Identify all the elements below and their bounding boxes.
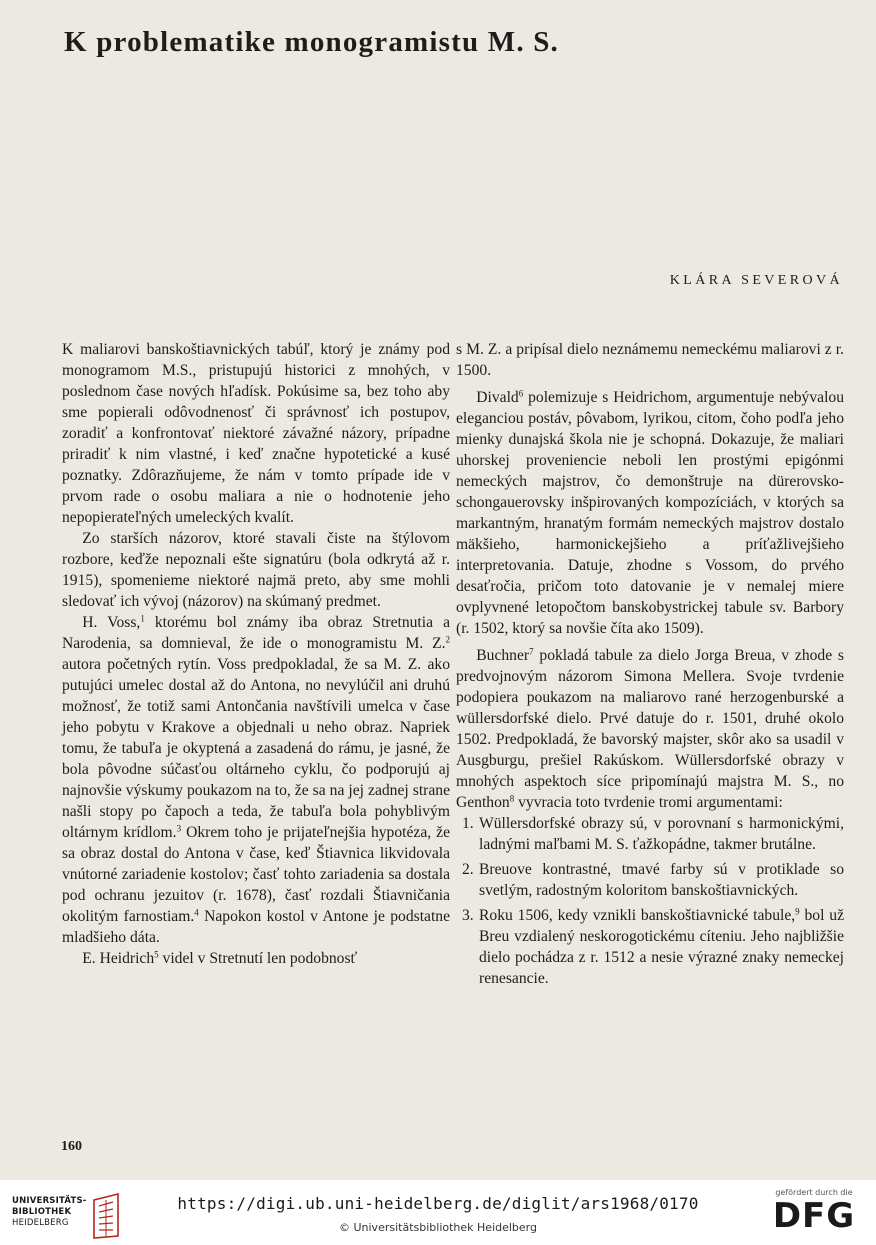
footnote-ref[interactable]: 2 bbox=[445, 634, 450, 645]
argument-list bbox=[456, 813, 844, 989]
paragraph-text: s M. Z. a pripísal dielo neznámemu nemeckému maliarovi z r. 1500. bbox=[456, 341, 844, 379]
list-text: Roku 1506, kedy vznikli banskoštiavnické tabule, bbox=[479, 907, 796, 924]
paragraph-text: H. Voss, bbox=[82, 614, 141, 631]
paragraph-text: autora početných rytín. Voss predpokladal, že sa M. Z. ako putujúci umelec dostal až do Antona, no nevylúčil ani druhú možnosť, že totiž sami Antončania navštívili umelca v čase jeho pobytu v Krakove a objednali u neho obraz. Napriek tomu, že tabuľa je okyptená a zasadená do rámu, je jasné, že bola pôvodne súčasťou oltárneho cyklu, čo podporujú aj najnovšie výskumy poukazom na to, že sa na jej zadnej strane našli stopy po čapoch a teda, že tabuľa bola pohyblivým oltárnym krídlom. bbox=[62, 656, 450, 841]
paragraph-text: Zo starších názorov, ktoré stavali čiste na štýlovom rozbore, keďže nepoznali ešte signatúru (bola odkrytá až r. 1915), spomenieme niektoré najmä preto, aby sme mohli sledovať ich vývoj (názorov) na skúmaný predmet. bbox=[62, 530, 450, 610]
paragraph-text: Napokon kostol v Antone je podstatne mladšieho dáta. bbox=[62, 908, 450, 946]
author-name: KLÁRA SEVEROVÁ bbox=[669, 273, 843, 288]
footnote-ref[interactable]: 5 bbox=[154, 949, 159, 960]
list-text: Wüllersdorfské obrazy sú, v porovnaní s harmonickými, ladnými maľbami M. S. ťažkopádne, takmer brutálne. bbox=[479, 815, 844, 853]
paragraph-text: Buchner bbox=[476, 647, 530, 664]
dfg-logo-text: DFG bbox=[772, 1196, 856, 1236]
paragraph bbox=[62, 948, 450, 969]
paragraph bbox=[62, 339, 450, 528]
footnote-ref[interactable]: 3 bbox=[176, 823, 182, 834]
paragraph bbox=[62, 612, 450, 948]
list-text: Breuove kontrastné, tmavé farby sú v protiklade so svetlým, radostným koloritom banskoštiavnických. bbox=[479, 861, 844, 899]
funded-by-label: gefördert durch die bbox=[775, 1188, 853, 1197]
list-number: 2. bbox=[462, 861, 474, 878]
list-item bbox=[456, 905, 844, 989]
footnote-ref[interactable]: 8 bbox=[509, 793, 515, 804]
footnote-ref[interactable]: 1 bbox=[140, 613, 145, 624]
paragraph-text: K maliarovi banskoštiavnických tabúľ, ktorý je známy pod monogramom M.S., pristupujú historici z mnohých, v poslednom čase nových hľadísk. Pokúsime sa, bez toho aby sme popierali odôvodnenosť či správnosť ich postupov, zoradiť a konfrontovať niektoré závažné názory, prípadne priradiť k nim vlastné, i keď značne hypotetické a kusé poznatky. Zdôrazňujeme, že nám v tomto prípade ide v prvom rade o osobu maliara a nie o hodnotenie jeho nepopierateľných umeleckých kvalít. bbox=[62, 341, 450, 526]
footer-bar bbox=[0, 1180, 876, 1245]
article-title: K problematike monogramistu M. S. bbox=[64, 26, 560, 58]
dfg-logo[interactable] bbox=[764, 1188, 864, 1235]
right-column bbox=[456, 339, 844, 989]
paragraph bbox=[456, 339, 844, 381]
library-name-line: BIBLIOTHEK bbox=[12, 1207, 72, 1217]
footnote-ref[interactable]: 4 bbox=[194, 907, 199, 918]
list-item bbox=[456, 859, 844, 901]
list-number: 3. bbox=[462, 907, 474, 924]
paragraph-text: ktorému bol známy iba obraz Stretnutia a Narodenia, sa domnieval, že ide o monogramistu M. Z. bbox=[62, 614, 451, 652]
copyright-notice: © Universitätsbibliothek Heidelberg bbox=[338, 1221, 537, 1234]
list-item bbox=[456, 813, 844, 855]
library-name-line: HEIDELBERG bbox=[12, 1218, 69, 1228]
list-number: 1. bbox=[462, 815, 474, 832]
paragraph bbox=[456, 645, 844, 813]
permalink-url[interactable]: https://digi.ub.uni-heidelberg.de/diglit/ars1968/0170 bbox=[177, 1194, 699, 1213]
paragraph bbox=[456, 387, 844, 639]
list-text: bol už Breu vzdialený neskorogotickému cíteniu. Jeho najbližšie dielo pochádza z r. 1512 a nesie výrazné znaky nemeckej renesancie. bbox=[479, 907, 844, 987]
paragraph-text: pokladá tabule za dielo Jorga Breua, v zhode s predvojnovým názorom Simona Mellera. Svoje tvrdenie podopiera poukazom na maliarovo rané herzogenburské a wüllersdorfské dielo. Prvé datuje do r. 1501, druhé okolo 1502. Predpokladá, že bavorský majster, skôr ako sa usadil v Ausgburgu, prešiel Rakúskom. Wüllersdorfské obrazy v mnohých aspektoch síce pripomínajú majstra M. S., no Genthon bbox=[456, 647, 844, 811]
page-number: 160 bbox=[61, 1139, 82, 1154]
left-column bbox=[62, 339, 450, 969]
paragraph-text: E. Heidrich bbox=[82, 950, 155, 967]
paragraph-text: videl v Stretnutí len podobnosť bbox=[158, 950, 358, 967]
paragraph-text: Okrem toho je prijateľnejšia hypotéza, že sa obraz dostal do Antona v čase, keď Štiavnica likvidovala vnútorné zariadenie kostolov; časť tohto zariadenia sa dostala pod ochranu jezuitov (r. 1678), časť rozdali Štiavničania okolitým farnostiam. bbox=[62, 824, 450, 925]
paragraph bbox=[62, 528, 450, 612]
footnote-ref[interactable]: 7 bbox=[529, 646, 534, 657]
paragraph-text: polemizuje s Heidrichom, argumentuje nebývalou eleganciou postáv, pôvabom, lyrikou, citom, čoho podľa jeho mienky dunajská škola nie je schopná. Dokazuje, že maliari uhorskej proveniencie neboli len prostými epigónmi nemeckých majstrov, čo demonštruje na dürerovsko-schongauerovsky inšpirovaných kompozíciách, v ktorých sa markantným, hranatým formám nemeckých majstrov dostalo mäkšieho, harmonickejšieho a príťažlivejšieho interpretovania. Datuje, zhodne s Vossom, do prvého desaťročia, pričom toto datovanie je v nemalej miere ovplyvnené letopočtom banskobystrickej tabule sv. Barbory (r. 1502, ktorý sa novšie číta ako 1509). bbox=[456, 389, 844, 637]
paragraph-text: vyvracia toto tvrdenie tromi argumentami: bbox=[514, 794, 783, 811]
library-name-line: UNIVERSITÄTS- bbox=[12, 1196, 87, 1206]
footnote-ref[interactable]: 6 bbox=[518, 388, 524, 399]
footnote-ref[interactable]: 9 bbox=[795, 906, 800, 917]
paragraph-text: Divald bbox=[476, 389, 519, 406]
